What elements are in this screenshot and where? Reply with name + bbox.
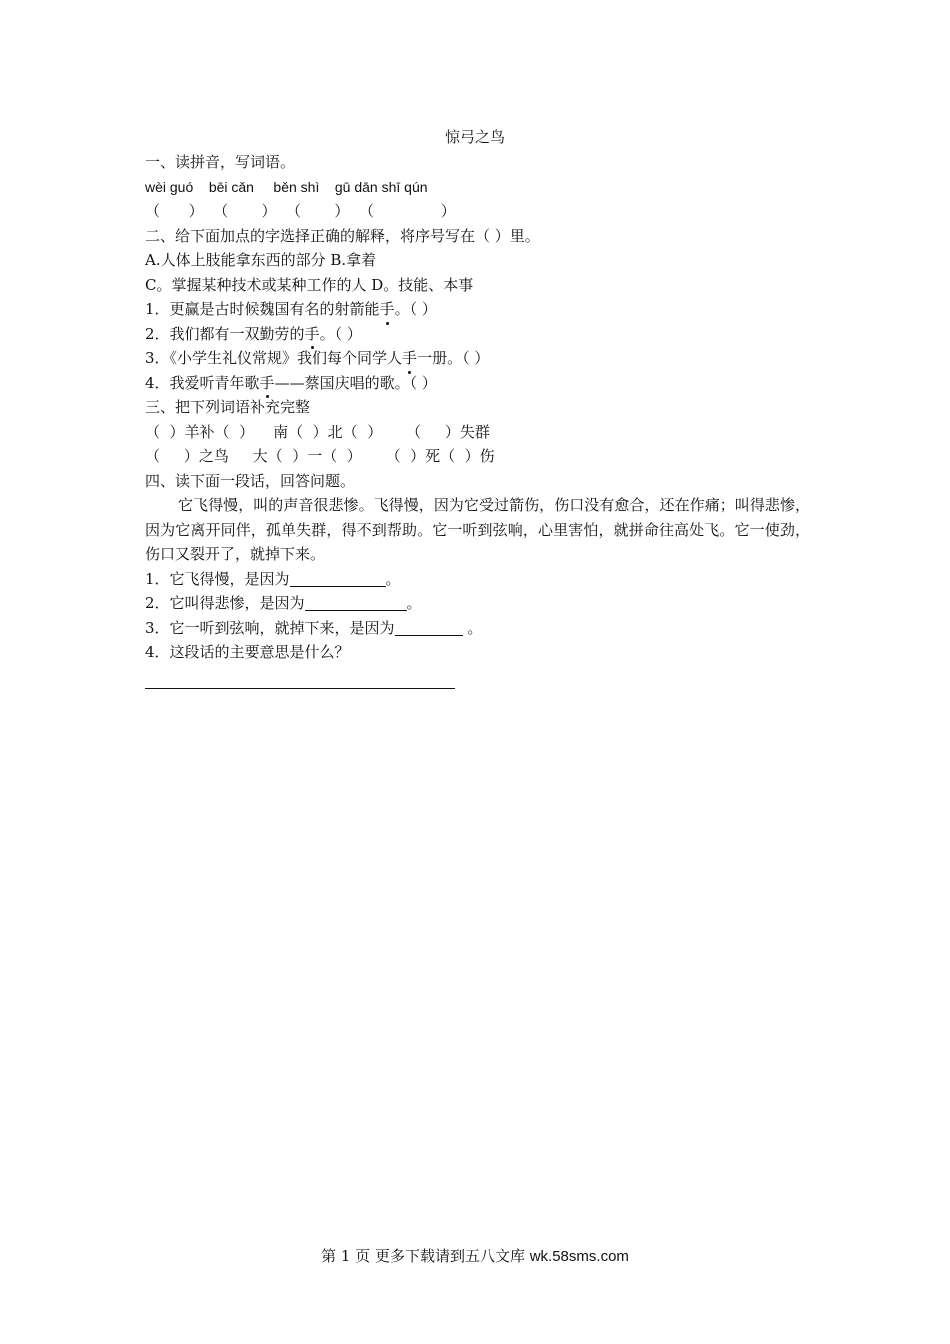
question-text: 3．《小学生礼仪常规》我们每个同学人 [145, 349, 403, 367]
question-suffix: 。 [462, 618, 483, 637]
section2-heading: 二、给下面加点的字选择正确的解释，将序号写在（ ）里。 [145, 226, 540, 245]
pinyin-row: wèi guó bēi cǎn běn shì gū dān shī qún [145, 178, 428, 195]
section2-question-4 [145, 371, 810, 396]
page-footer [0, 1245, 950, 1266]
section4-question-2 [145, 591, 810, 616]
footer-text: 第 1 页 更多下载请到五八文库 [321, 1247, 530, 1265]
answer-brackets-row: （ ） （ ） （ ） （ ） [145, 202, 456, 220]
section4-question-1 [145, 567, 810, 592]
section3-heading: 三、把下列词语补充完整 [145, 398, 311, 416]
dotted-character: 手 [305, 322, 320, 347]
section4-heading: 四、读下面一段话，回答问题。 [145, 471, 356, 490]
page-title: 惊弓之鸟 [444, 128, 505, 146]
question-suffix: 。 [385, 569, 401, 588]
reading-passage: 它飞得慢，叫的声音很悲惨。飞得慢，因为它受过箭伤，伤口没有愈合，还在作痛；叫得悲惨，因为它离开同伴，孤单失群，得不到帮助。它一听到弦响，心里害怕，就拼命往高处飞。它一使劲，伤口又裂开了，就掉下来。 [145, 496, 810, 563]
definition-options-2: C。掌握某种技术或某种工作的人 D。技能、本事 [145, 275, 474, 294]
section2-question-3 [145, 346, 810, 371]
question-text: 3．它一听到弦响，就掉下来，是因为 [145, 618, 395, 637]
question-text: 1．更赢是古时候魏国有名的射箭能 [145, 300, 380, 318]
idiom-row-2: （ ）之鸟 大（ ）一（ ） （ ）死（ ）伤 [145, 447, 495, 465]
section2-question-1 [145, 297, 810, 322]
section4-question-3 [145, 616, 810, 641]
section4-question-4: 4．这段话的主要意思是什么？ [145, 643, 350, 661]
section2-question-2 [145, 322, 810, 347]
worksheet-body [145, 150, 810, 665]
question-text: 4．我爱听青年歌 [145, 373, 260, 392]
fill-blank[interactable] [395, 619, 463, 636]
footer-site-link[interactable]: wk.58sms.com [529, 1248, 629, 1265]
question-text: 1．它飞得慢，是因为 [145, 569, 290, 588]
answer-line[interactable] [145, 688, 455, 689]
question-text: 2．我们都有一双勤劳的 [145, 324, 305, 343]
idiom-row-1: （ ）羊补（ ） 南（ ）北（ ） （ ）失群 [145, 422, 490, 441]
question-text: 2．它叫得悲惨，是因为 [145, 594, 305, 612]
section1-heading: 一、读拼音，写词语。 [145, 153, 296, 171]
question-suffix: 一册。（ ） [417, 349, 490, 367]
question-suffix: 。（ ） [394, 300, 437, 318]
question-suffix: ——蔡国庆唱的歌。（ ） [274, 373, 437, 392]
definition-options-1: A.人体上肢能拿东西的部分 B.拿着 [145, 251, 377, 269]
dotted-character: 手 [380, 297, 395, 322]
fill-blank[interactable] [290, 570, 386, 587]
dotted-character: 手 [260, 371, 275, 396]
question-suffix: 。（ ） [319, 324, 362, 343]
dotted-character: 手 [402, 346, 417, 371]
question-suffix: 。 [406, 594, 422, 612]
fill-blank[interactable] [305, 594, 407, 611]
